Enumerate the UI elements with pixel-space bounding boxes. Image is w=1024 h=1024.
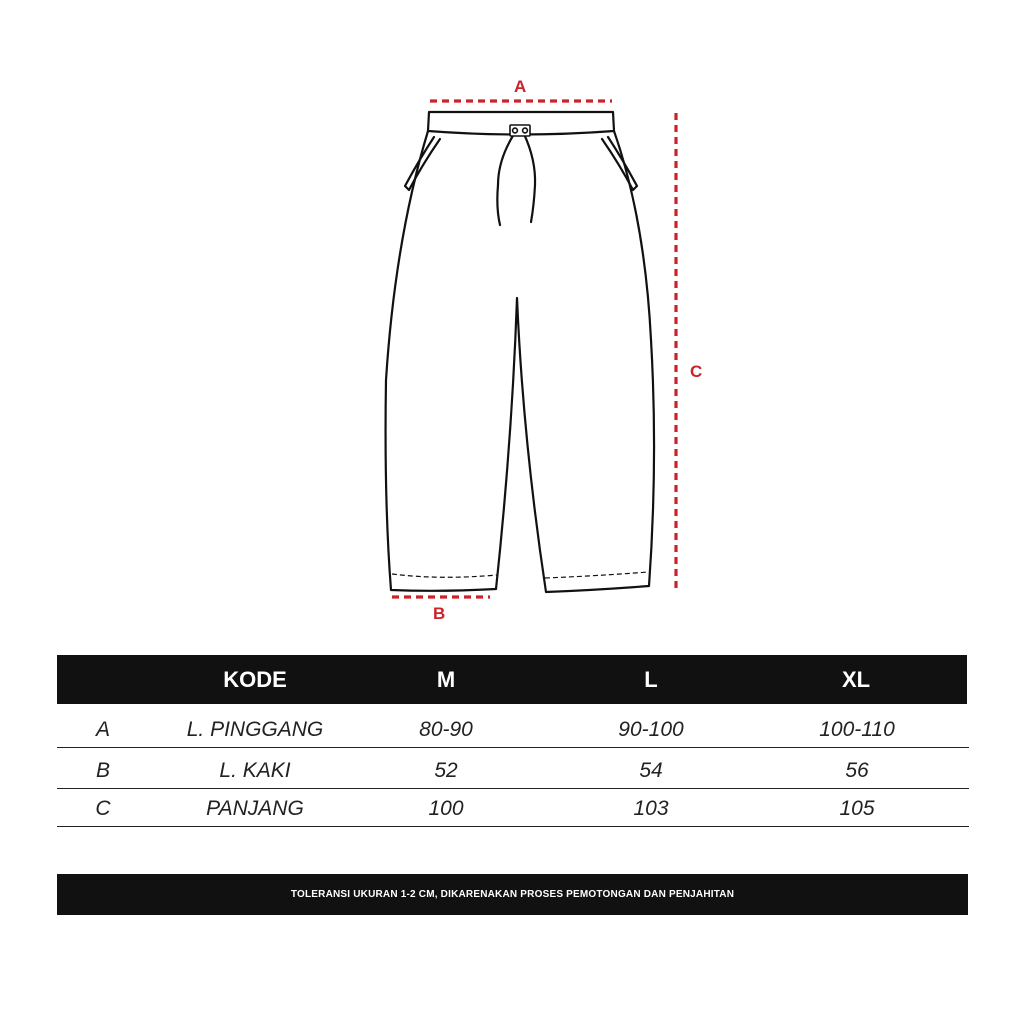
table-row bbox=[57, 751, 969, 789]
row-label: PANJANG bbox=[206, 797, 304, 820]
table-row bbox=[57, 710, 969, 748]
row-label: L. KAKI bbox=[219, 759, 291, 782]
size-table-header bbox=[57, 655, 967, 704]
row-value-l: 90-100 bbox=[618, 718, 684, 741]
row-value-m: 80-90 bbox=[419, 718, 473, 741]
row-value-xl: 100-110 bbox=[819, 718, 895, 741]
header-m: M bbox=[436, 667, 456, 692]
left-pocket bbox=[405, 137, 440, 190]
row-value-m: 52 bbox=[434, 759, 458, 782]
row-value-l: 54 bbox=[639, 759, 663, 782]
row-label: L. PINGGANG bbox=[186, 718, 324, 741]
row-code: C bbox=[95, 797, 111, 820]
row-code: B bbox=[95, 759, 111, 782]
row-value-xl: 56 bbox=[845, 759, 869, 782]
row-value-l: 103 bbox=[633, 797, 669, 820]
hem-stitch-left bbox=[392, 574, 497, 577]
hem-stitch-right bbox=[545, 572, 648, 578]
header-l: L bbox=[644, 667, 658, 692]
pants-outline bbox=[386, 131, 655, 592]
drawstring-eyelet bbox=[510, 125, 530, 136]
tolerance-note-bar bbox=[57, 874, 968, 915]
dimension-b-label: B bbox=[433, 604, 446, 623]
drawstring-right bbox=[524, 134, 535, 222]
drawstring-left bbox=[497, 134, 514, 225]
dimension-c-label: C bbox=[690, 362, 703, 381]
table-row bbox=[57, 789, 969, 827]
header-kode: KODE bbox=[223, 667, 287, 692]
row-value-m: 100 bbox=[428, 797, 464, 820]
dimension-a-label: A bbox=[514, 77, 527, 96]
tolerance-note: TOLERANSI UKURAN 1-2 CM, DIKARENAKAN PROSES PEMOTONGAN DAN PENJAHITAN bbox=[290, 889, 735, 900]
row-value-xl: 105 bbox=[839, 797, 875, 820]
header-xl: XL bbox=[841, 667, 871, 692]
row-code: A bbox=[95, 718, 111, 741]
